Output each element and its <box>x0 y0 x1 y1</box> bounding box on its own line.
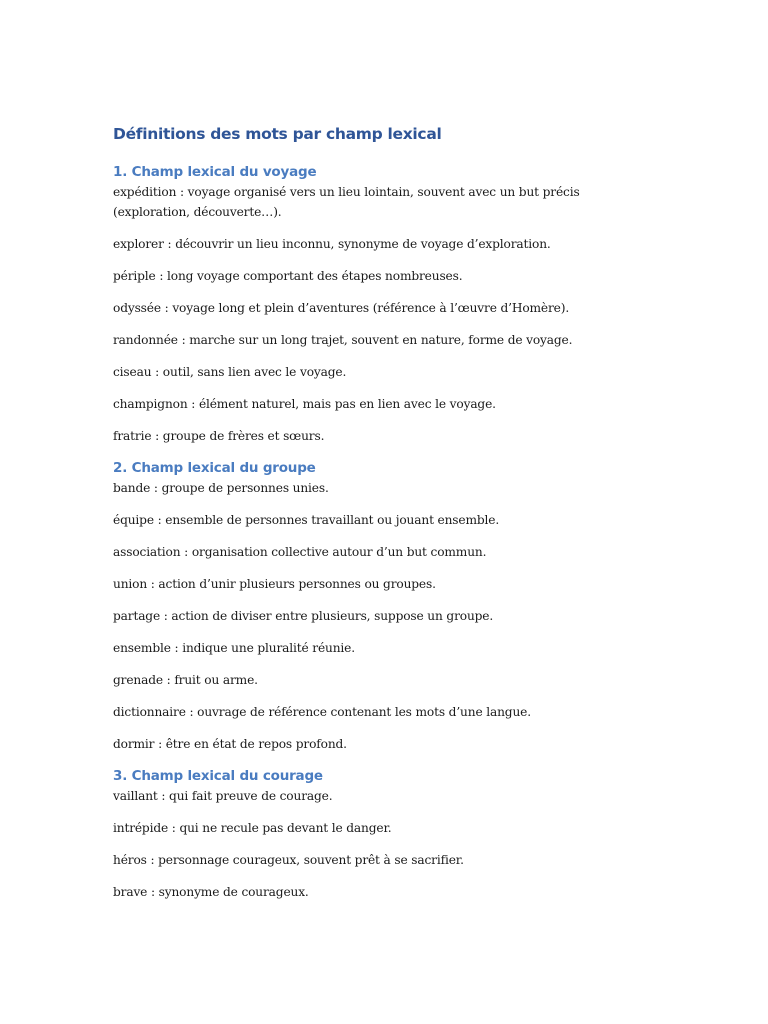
definition-entry: dictionnaire : ouvrage de référence contenant les mots d’une langue. <box>113 705 531 719</box>
section-groupe <box>113 458 658 754</box>
definition-entry: ensemble : indique une pluralité réunie. <box>113 641 355 655</box>
definition-entry: explorer : découvrir un lieu inconnu, synonyme de voyage d’exploration. <box>113 237 551 251</box>
definition-entry: randonnée : marche sur un long trajet, souvent en nature, forme de voyage. <box>113 333 573 347</box>
definition-entry: champignon : élément naturel, mais pas en lien avec le voyage. <box>113 397 496 411</box>
definition-entry: héros : personnage courageux, souvent prêt à se sacrifier. <box>113 853 464 867</box>
definition-entry: union : action d’unir plusieurs personnes ou groupes. <box>113 577 436 591</box>
section-voyage <box>113 162 658 446</box>
document-page <box>113 120 658 914</box>
definition-entry: association : organisation collective autour d’un but commun. <box>113 545 487 559</box>
section-heading: 3. Champ lexical du courage <box>113 768 323 784</box>
definition-entry: périple : long voyage comportant des étapes nombreuses. <box>113 269 463 283</box>
definition-entry: ciseau : outil, sans lien avec le voyage. <box>113 365 347 379</box>
definition-entry: équipe : ensemble de personnes travaillant ou jouant ensemble. <box>113 513 500 527</box>
definition-entry: vaillant : qui fait preuve de courage. <box>113 789 333 803</box>
section-heading: 1. Champ lexical du voyage <box>113 164 317 180</box>
definition-entry: intrépide : qui ne recule pas devant le danger. <box>113 821 392 835</box>
definition-entry: brave : synonyme de courageux. <box>113 885 309 899</box>
definition-entry: partage : action de diviser entre plusieurs, suppose un groupe. <box>113 609 494 623</box>
definition-entry: expédition : voyage organisé vers un lieu lointain, souvent avec un but précis (exploration, découverte…). <box>113 185 580 219</box>
section-courage <box>113 766 658 902</box>
definition-entry: bande : groupe de personnes unies. <box>113 481 329 495</box>
definition-entry: odyssée : voyage long et plein d’aventures (référence à l’œuvre d’Homère). <box>113 301 570 315</box>
definition-entry: fratrie : groupe de frères et sœurs. <box>113 429 325 443</box>
definition-entry: grenade : fruit ou arme. <box>113 673 258 687</box>
document-title: Définitions des mots par champ lexical <box>113 125 442 143</box>
section-heading: 2. Champ lexical du groupe <box>113 460 316 476</box>
definition-entry: dormir : être en état de repos profond. <box>113 737 347 751</box>
